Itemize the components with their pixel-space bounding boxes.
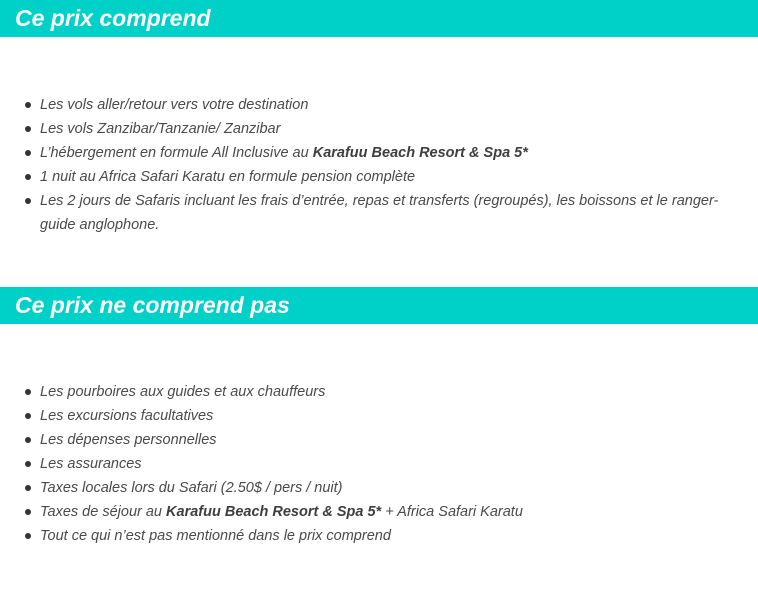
- list-item: [0, 380, 730, 404]
- item-text: Les 2 jours de Safaris incluant les frais d’entrée, repas et transferts (regroupés), les boissons et le ranger-guide anglophone.: [40, 193, 719, 233]
- item-text: Les dépenses personnelles: [40, 432, 217, 448]
- list-item: [0, 141, 730, 165]
- list-item: [0, 524, 730, 548]
- list-item: [0, 189, 730, 237]
- hotel-name: Karafuu Beach Resort & Spa 5*: [166, 504, 382, 520]
- bullet-icon: [25, 485, 31, 491]
- item-text-pre: L’hébergement en formule All Inclusive au: [40, 145, 313, 161]
- list-item: [0, 93, 730, 117]
- bullet-icon: [25, 389, 31, 395]
- excluded-list: [0, 380, 730, 548]
- list-item: [0, 476, 730, 500]
- item-text: Les assurances: [40, 456, 142, 472]
- list-item: [0, 165, 730, 189]
- included-list: [0, 93, 730, 237]
- bullet-icon: [25, 509, 31, 515]
- bullet-icon: [25, 150, 31, 156]
- list-item: [0, 500, 730, 524]
- bullet-icon: [25, 126, 31, 132]
- hotel-name: Karafuu Beach Resort & Spa 5*: [312, 145, 528, 161]
- section-header-excluded: [0, 287, 758, 324]
- item-text: Les excursions facultatives: [40, 408, 214, 424]
- bullet-icon: [25, 174, 31, 180]
- list-item: [0, 428, 730, 452]
- item-text: Tout ce qui n’est pas mentionné dans le prix comprend: [40, 528, 391, 544]
- item-text: Les vols aller/retour vers votre destination: [40, 97, 309, 113]
- section-title-excluded: Ce prix ne comprend pas: [15, 292, 290, 318]
- section-title-included: Ce prix comprend: [15, 5, 211, 31]
- item-text: 1 nuit au Africa Safari Karatu en formule pension complète: [40, 169, 416, 185]
- list-item: [0, 404, 730, 428]
- section-header-included: [0, 0, 758, 37]
- bullet-icon: [25, 102, 31, 108]
- list-item: [0, 452, 730, 476]
- bullet-icon: [25, 533, 31, 539]
- item-text-pre: Taxes de séjour au: [40, 504, 167, 520]
- item-text: Taxes locales lors du Safari (2.50$ / pers / nuit): [40, 480, 343, 496]
- item-text-post: + Africa Safari Karatu: [381, 504, 523, 520]
- item-text: Les pourboires aux guides et aux chauffeurs: [40, 384, 326, 400]
- item-text: Les vols Zanzibar/Tanzanie/ Zanzibar: [40, 121, 281, 137]
- bullet-icon: [25, 413, 31, 419]
- bullet-icon: [25, 437, 31, 443]
- bullet-icon: [25, 198, 31, 204]
- list-item: [0, 117, 730, 141]
- bullet-icon: [25, 461, 31, 467]
